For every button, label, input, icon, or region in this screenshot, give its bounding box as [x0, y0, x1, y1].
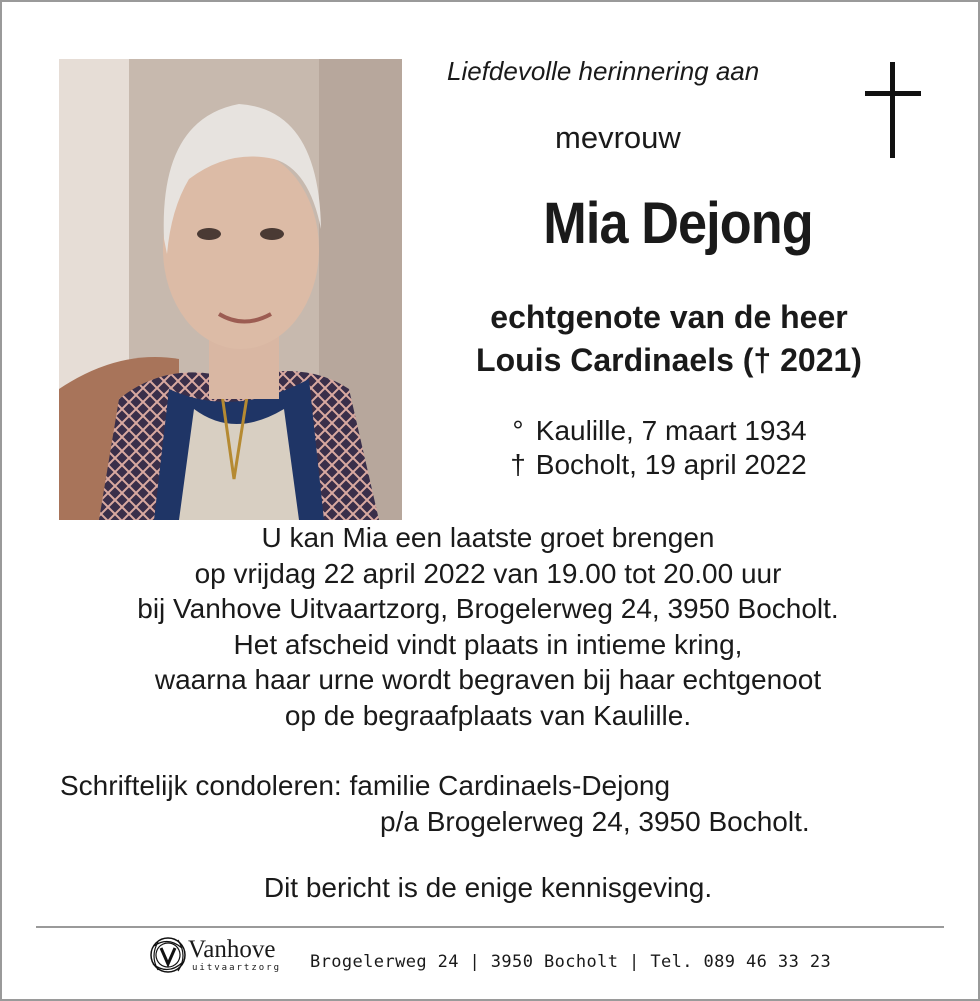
- birth-line: [508, 414, 807, 448]
- footer-divider: [36, 926, 944, 928]
- ceremony-line: bij Vanhove Uitvaartzorg, Brogelerweg 24, 3950 Bocholt.: [137, 593, 839, 624]
- condolences-block: [60, 768, 920, 840]
- condolences-line-2: p/a Brogelerweg 24, 3950 Bocholt.: [380, 806, 810, 837]
- spouse-block: [430, 296, 908, 382]
- dates-block: [508, 414, 807, 482]
- ceremony-line: waarna haar urne wordt begraven bij haar echtgenoot: [154, 664, 822, 695]
- footer-address: Brogelerweg 24 | 3950 Bocholt | Tel. 089 46 33 23: [310, 952, 832, 972]
- portrait-photo: [59, 59, 402, 520]
- cross-icon: [865, 62, 921, 158]
- death-text: Bocholt, 19 april 2022: [535, 449, 807, 480]
- notice-text: Dit bericht is de enige kennisgeving.: [263, 872, 713, 903]
- spouse-line-2: Louis Cardinaels († 2021): [476, 342, 862, 378]
- birth-symbol: °: [512, 415, 524, 446]
- birth-text: Kaulille, 7 maart 1934: [535, 415, 807, 446]
- ceremony-line: U kan Mia een laatste groet brengen: [261, 522, 715, 553]
- brand-sub: uitvaartzorg: [192, 963, 282, 973]
- spouse-line-1: echtgenote van de heer: [490, 299, 848, 335]
- ceremony-text: [60, 520, 916, 733]
- death-line: [508, 448, 807, 482]
- brand-name: Vanhove: [188, 936, 276, 963]
- ceremony-line: op vrijdag 22 april 2022 van 19.00 tot 20.00 uur: [194, 557, 782, 589]
- honorific: mevrouw: [555, 120, 681, 155]
- condolences-line-1: Schriftelijk condoleren: familie Cardinaels-Dejong: [60, 770, 671, 801]
- deceased-name: Mia Dejong: [543, 191, 813, 256]
- ceremony-line: op de begraafplaats van Kaulille.: [284, 699, 692, 731]
- intro-text: Liefdevolle herinnering aan: [447, 56, 760, 86]
- vanhove-logo-icon: [148, 934, 188, 976]
- vanhove-logo: [148, 932, 308, 980]
- ceremony-line: Het afscheid vindt plaats in intieme kring,: [233, 628, 743, 660]
- death-symbol: †: [510, 449, 526, 480]
